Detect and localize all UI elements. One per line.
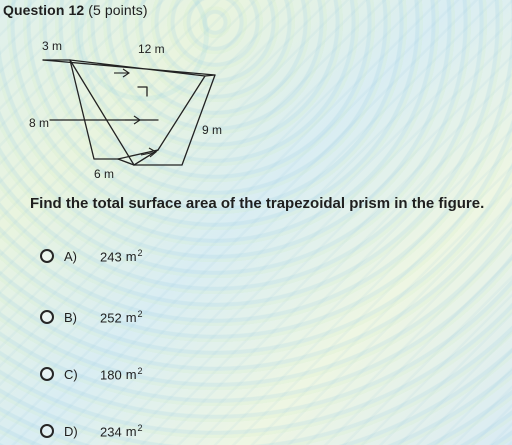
- answer-value-c: [100, 366, 143, 382]
- dimension-label-right: 9 m: [202, 123, 223, 137]
- radio-button-d[interactable]: [40, 424, 54, 438]
- front-trapezoid: [43, 60, 118, 159]
- answer-number-b: 252: [100, 310, 122, 326]
- prism-lines: [43, 60, 215, 165]
- answer-letter-d: D): [64, 423, 78, 439]
- dimension-label-left: 8 m: [29, 116, 50, 130]
- trapezoidal-prism-figure: [22, 38, 242, 183]
- answer-option-d[interactable]: [40, 418, 143, 444]
- prism-diagram: [22, 38, 242, 183]
- question-number: Question 12: [3, 2, 85, 18]
- radio-button-b[interactable]: [40, 310, 54, 324]
- answer-option-c[interactable]: [40, 361, 143, 387]
- answer-option-b[interactable]: [40, 304, 143, 330]
- answer-exponent-a: 2: [137, 247, 143, 258]
- answer-exponent-c: 2: [137, 365, 143, 376]
- answer-letter-a: A): [64, 248, 77, 264]
- answer-value-b: [100, 309, 143, 325]
- question-title: [3, 2, 148, 18]
- answer-unit-d: m: [125, 424, 137, 440]
- answer-unit-c: m: [125, 367, 137, 383]
- answer-letter-c: C): [64, 366, 78, 382]
- answer-value-d: [100, 423, 143, 439]
- dimension-label-top-left: 3 m: [42, 39, 63, 53]
- answer-option-a[interactable]: [40, 243, 143, 269]
- right-angle-marker: [138, 87, 147, 96]
- answer-unit-b: m: [125, 310, 137, 326]
- answer-unit-a: m: [125, 249, 137, 265]
- dimension-label-top-right: 12 m: [138, 42, 165, 56]
- radio-button-c[interactable]: [40, 367, 54, 381]
- question-prompt: Find the total surface area of the trapezoidal prism in the figure.: [30, 195, 485, 212]
- answer-number-d: 234: [100, 424, 122, 440]
- arrows: [114, 69, 156, 157]
- answer-exponent-d: 2: [137, 422, 143, 433]
- answer-value-a: [100, 248, 143, 264]
- answer-number-c: 180: [100, 367, 122, 383]
- question-points: (5 points): [88, 2, 148, 18]
- radio-button-a[interactable]: [40, 249, 54, 263]
- answer-exponent-b: 2: [137, 308, 143, 319]
- dimension-label-bottom: 6 m: [94, 167, 115, 181]
- answer-number-a: 243: [100, 249, 122, 265]
- answer-letter-b: B): [64, 309, 77, 325]
